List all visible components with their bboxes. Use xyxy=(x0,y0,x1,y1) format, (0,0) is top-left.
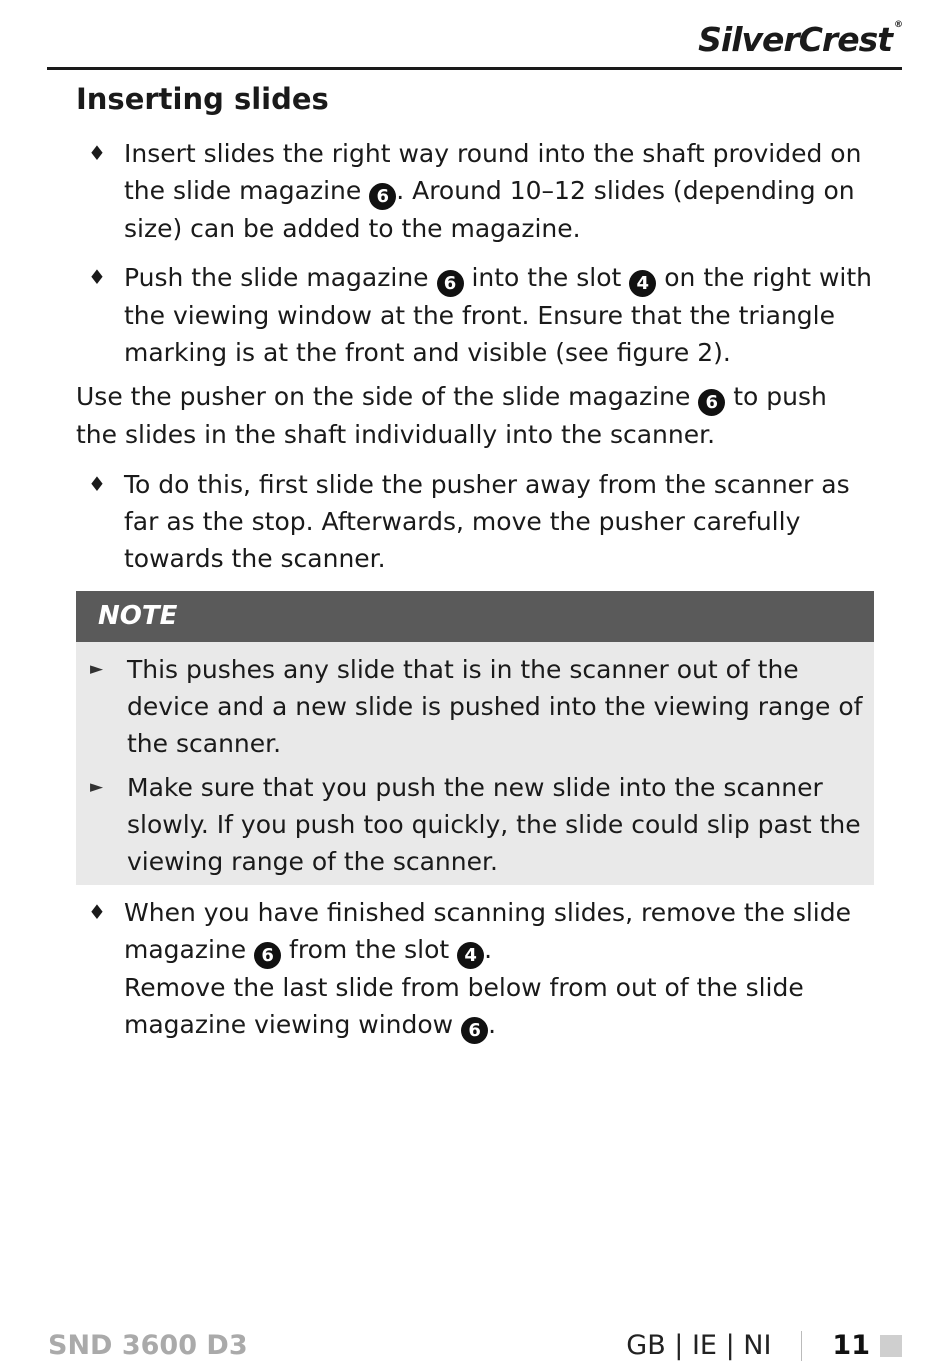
section-title: Inserting slides xyxy=(76,82,329,116)
bullet-pusher-stop xyxy=(76,466,874,577)
ref-number-badge: 6 xyxy=(461,1017,488,1044)
brand-logo xyxy=(698,20,902,59)
note-item: ► Make sure that you push the new slide into the scanner slowly. If you push too quickly, the slide could slip past the viewing range of the scanner. xyxy=(76,769,874,880)
ref-number-badge: 4 xyxy=(629,270,656,297)
page-marker-square xyxy=(880,1335,902,1357)
bullet-text: When you have finished scanning slides, remove the slide magazine 6 from the slot 4 . Remove the last slide from below from out of the slide magazine viewing window 6 . xyxy=(124,894,874,1044)
footer-page-info xyxy=(626,1330,902,1361)
bullet-insert-slides xyxy=(76,135,874,247)
registered-mark: ® xyxy=(894,20,902,30)
page-number: 11 xyxy=(832,1330,870,1361)
bullet-text: Push the slide magazine 6 into the slot 4 on the right with the viewing window at the front. Ensure that the triangle marking is at the front and visible (see figure 2). xyxy=(124,263,873,367)
model-number: SND 3600 D3 xyxy=(48,1330,248,1361)
ref-number-badge: 6 xyxy=(437,270,464,297)
language-codes: GB | IE | NI xyxy=(626,1330,772,1361)
note-box xyxy=(76,591,874,885)
diamond-bullet-icon: ♦ xyxy=(88,141,106,165)
header-rule xyxy=(47,67,902,70)
body-paragraph: Use the pusher on the side of the slide magazine 6 to push the slides in the shaft individually into the scanner. xyxy=(76,382,827,449)
arrow-bullet-icon: ► xyxy=(90,777,104,797)
bullet-text: To do this, first slide the pusher away from the scanner as far as the stop. Afterwards, move the pusher carefully towards the scanner. xyxy=(124,470,850,573)
diamond-bullet-icon: ♦ xyxy=(88,472,106,496)
ref-number-badge: 6 xyxy=(254,942,281,969)
arrow-bullet-icon: ► xyxy=(90,659,104,679)
diamond-bullet-icon: ♦ xyxy=(88,900,106,924)
footer-divider xyxy=(801,1331,802,1361)
ref-number-badge: 6 xyxy=(369,183,396,210)
diamond-bullet-icon: ♦ xyxy=(88,265,106,289)
bullet-text: Insert slides the right way round into the shaft provided on the slide magazine 6 . Around 10–12 slides (depending on size) can be added to the magazine. xyxy=(124,139,862,243)
brand-name: SilverCrest xyxy=(698,20,892,59)
ref-number-badge: 4 xyxy=(457,942,484,969)
bullet-push-magazine xyxy=(76,259,874,371)
note-heading: NOTE xyxy=(76,591,874,642)
bullet-finish-scanning xyxy=(76,894,874,1044)
ref-number-badge: 6 xyxy=(698,389,725,416)
note-item: ► This pushes any slide that is in the scanner out of the device and a new slide is pushed into the viewing range of the scanner. xyxy=(76,651,874,762)
